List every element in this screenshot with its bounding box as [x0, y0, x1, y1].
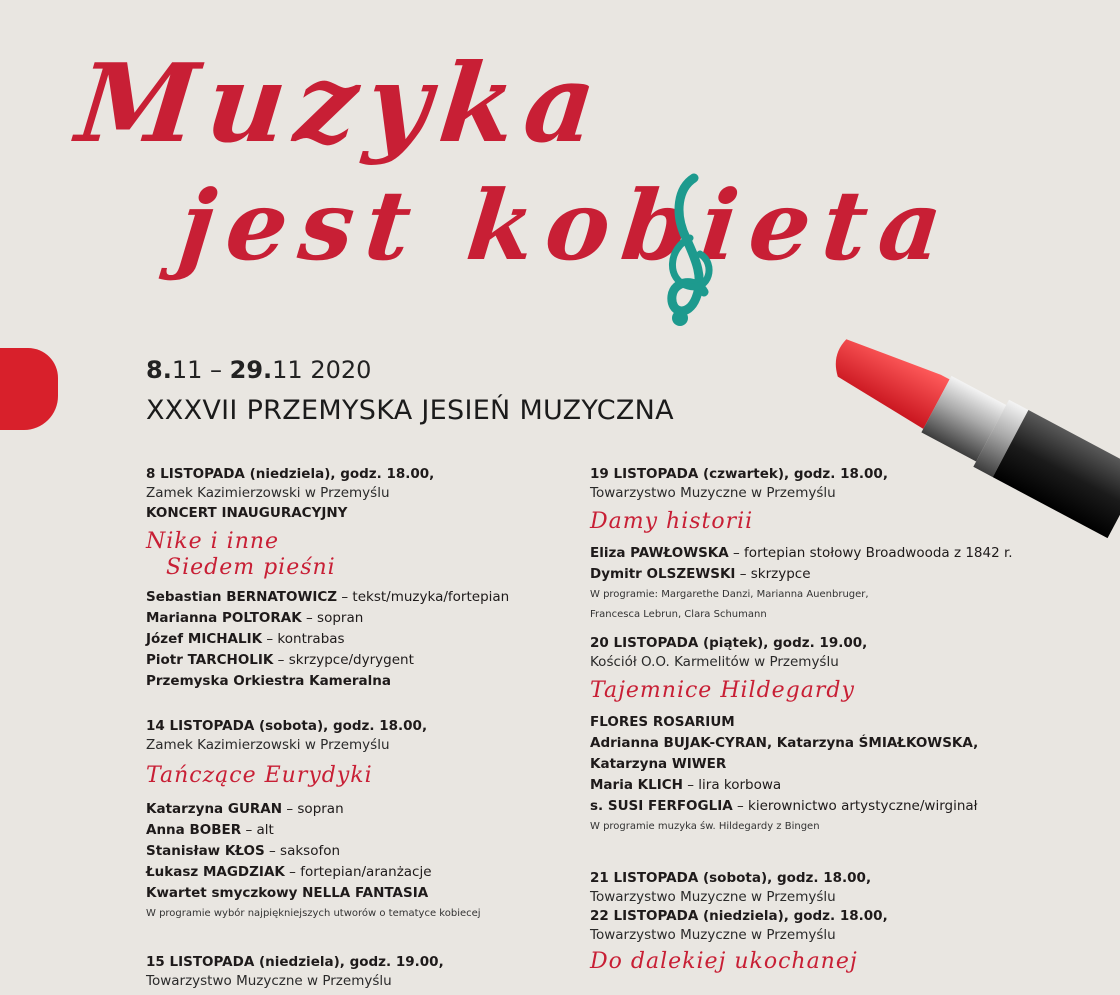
performer-name: Przemyska Orkiestra Kameralna: [146, 673, 392, 689]
performer: [590, 543, 1013, 564]
performer-name: Maria KLICH: [590, 777, 683, 793]
event-venue: Towarzystwo Muzyczne w Przemyślu: [590, 927, 836, 943]
performer: [146, 841, 566, 862]
performer-name: Kwartet smyczkowy NELLA FANTASIA: [146, 885, 429, 901]
left-column-event2: [146, 717, 566, 924]
red-decorative-tab: [0, 348, 58, 430]
text-segment: 11: [171, 356, 203, 384]
performer: [146, 671, 566, 692]
text-segment: 11 2020: [272, 356, 372, 384]
performer-list: [146, 587, 566, 692]
performer-name: Piotr TARCHOLIK: [146, 652, 274, 668]
text-segment: 8.: [146, 356, 172, 384]
festival-name: XXXVII PRZEMYSKA JESIEŃ MUZYCZNA: [146, 395, 674, 426]
performer-name: Anna BOBER: [146, 822, 242, 838]
performer-name: Józef MICHALIK: [146, 631, 263, 647]
text-segment: – kierownictwo artystyczne/wirginał: [732, 798, 978, 814]
event-date: 22 LISTOPADA (niedziela), godz. 18.00,: [590, 908, 888, 924]
performer-name: s. SUSI FERFOGLIA: [590, 798, 733, 814]
performer: [590, 733, 1010, 754]
event-venue: Zamek Kazimierzowski w Przemyślu: [146, 485, 390, 501]
text-segment: – saksofon: [264, 843, 341, 859]
poster-title-line2: jest kobieta: [174, 169, 960, 282]
performer: [146, 820, 566, 841]
event-date: 21 LISTOPADA (sobota), godz. 18.00,: [590, 870, 872, 886]
text-segment: – fortepian stołowy Broadwooda z 1842 r.: [728, 545, 1013, 561]
performer-name: Sebastian BERNATOWICZ: [146, 589, 338, 605]
event-date: 15 LISTOPADA (niedziela), godz. 19.00,: [146, 954, 444, 970]
event-date: 20 LISTOPADA (piątek), godz. 19.00,: [590, 635, 868, 651]
right-column-event3: [590, 869, 1010, 975]
concert-type: KONCERT INAUGURACYJNY: [146, 505, 348, 521]
text-segment: – sopran: [301, 610, 364, 626]
performer: [146, 862, 566, 883]
performer-name: Eliza PAWŁOWSKA: [590, 545, 729, 561]
event-venue: Towarzystwo Muzyczne w Przemyślu: [590, 485, 836, 501]
performer-name: Stanisław KŁOS: [146, 843, 265, 859]
program-note-line1: W programie: Margarethe Danzi, Marianna Auenbruger,: [590, 589, 869, 600]
performer-list: [146, 799, 566, 904]
treble-clef-icon: [660, 168, 720, 338]
event-date: 14 LISTOPADA (sobota), godz. 18.00,: [146, 718, 428, 734]
festival-dates: [146, 356, 371, 384]
event-venue: Towarzystwo Muzyczne w Przemyślu: [590, 889, 836, 905]
left-column-event3: [146, 953, 566, 991]
text-segment: – sopran: [282, 801, 344, 817]
performer: [590, 775, 1010, 796]
left-column: [146, 465, 566, 692]
event-date: 8 LISTOPADA (niedziela), godz. 18.00,: [146, 466, 435, 482]
text-segment: – tekst/muzyka/fortepian: [337, 589, 510, 605]
performer: [146, 587, 566, 608]
performer-name: Katarzyna GURAN: [146, 801, 283, 817]
concert-title: Damy historii: [590, 509, 754, 534]
program-note: W programie muzyka św. Hildegardy z Bingen: [590, 821, 820, 832]
text-segment: – alt: [241, 822, 274, 838]
performer-name: Dymitr OLSZEWSKI: [590, 566, 736, 582]
concert-title: Tańczące Eurydyki: [146, 763, 373, 788]
event-venue: Towarzystwo Muzyczne w Przemyślu: [146, 973, 392, 989]
performer: [590, 796, 1010, 817]
performer-list: [590, 543, 1013, 585]
text-segment: – skrzypce/dyrygent: [273, 652, 414, 668]
event-venue: Kościół O.O. Karmelitów w Przemyślu: [590, 654, 839, 670]
text-segment: – lira korbowa: [682, 777, 782, 793]
performer-list: [590, 712, 1010, 817]
performer: [146, 883, 566, 904]
performer-name: Łukasz MAGDZIAK: [146, 864, 285, 880]
performer: [590, 564, 1010, 585]
performer: [146, 608, 566, 629]
program-note-line2: Francesca Lebrun, Clara Schumann: [590, 609, 767, 620]
performer-name: Adrianna BUJAK-CYRAN, Katarzyna ŚMIAŁKOWSKA,: [590, 735, 979, 751]
performer-name: Katarzyna WIWER: [590, 756, 727, 772]
text-segment: –: [202, 356, 230, 384]
performer-name: Marianna POLTORAK: [146, 610, 302, 626]
performer: [590, 712, 1010, 733]
program-note: W programie wybór najpiękniejszych utworów o tematyce kobiecej: [146, 908, 481, 919]
text-segment: – fortepian/aranżacje: [284, 864, 432, 880]
performer: [146, 650, 566, 671]
performer: [146, 629, 566, 650]
right-column-event1: [590, 465, 1013, 625]
performer: [146, 799, 566, 820]
event-date: 19 LISTOPADA (czwartek), godz. 18.00,: [590, 466, 888, 482]
right-column-event2: [590, 634, 1010, 837]
text-segment: 29.: [229, 356, 273, 384]
concert-title-line1: Nike i inne: [146, 529, 280, 554]
performer: [590, 754, 1010, 775]
concert-title: Do dalekiej ukochanej: [590, 949, 858, 974]
concert-title-line2: Siedem pieśni: [166, 555, 336, 580]
performer-name: FLORES ROSARIUM: [590, 714, 735, 730]
text-segment: – skrzypce: [735, 566, 811, 582]
event-venue: Zamek Kazimierzowski w Przemyślu: [146, 737, 390, 753]
concert-title: Tajemnice Hildegardy: [590, 678, 855, 703]
poster-title-line1: Muzyka: [71, 41, 612, 167]
text-segment: – kontrabas: [262, 631, 345, 647]
